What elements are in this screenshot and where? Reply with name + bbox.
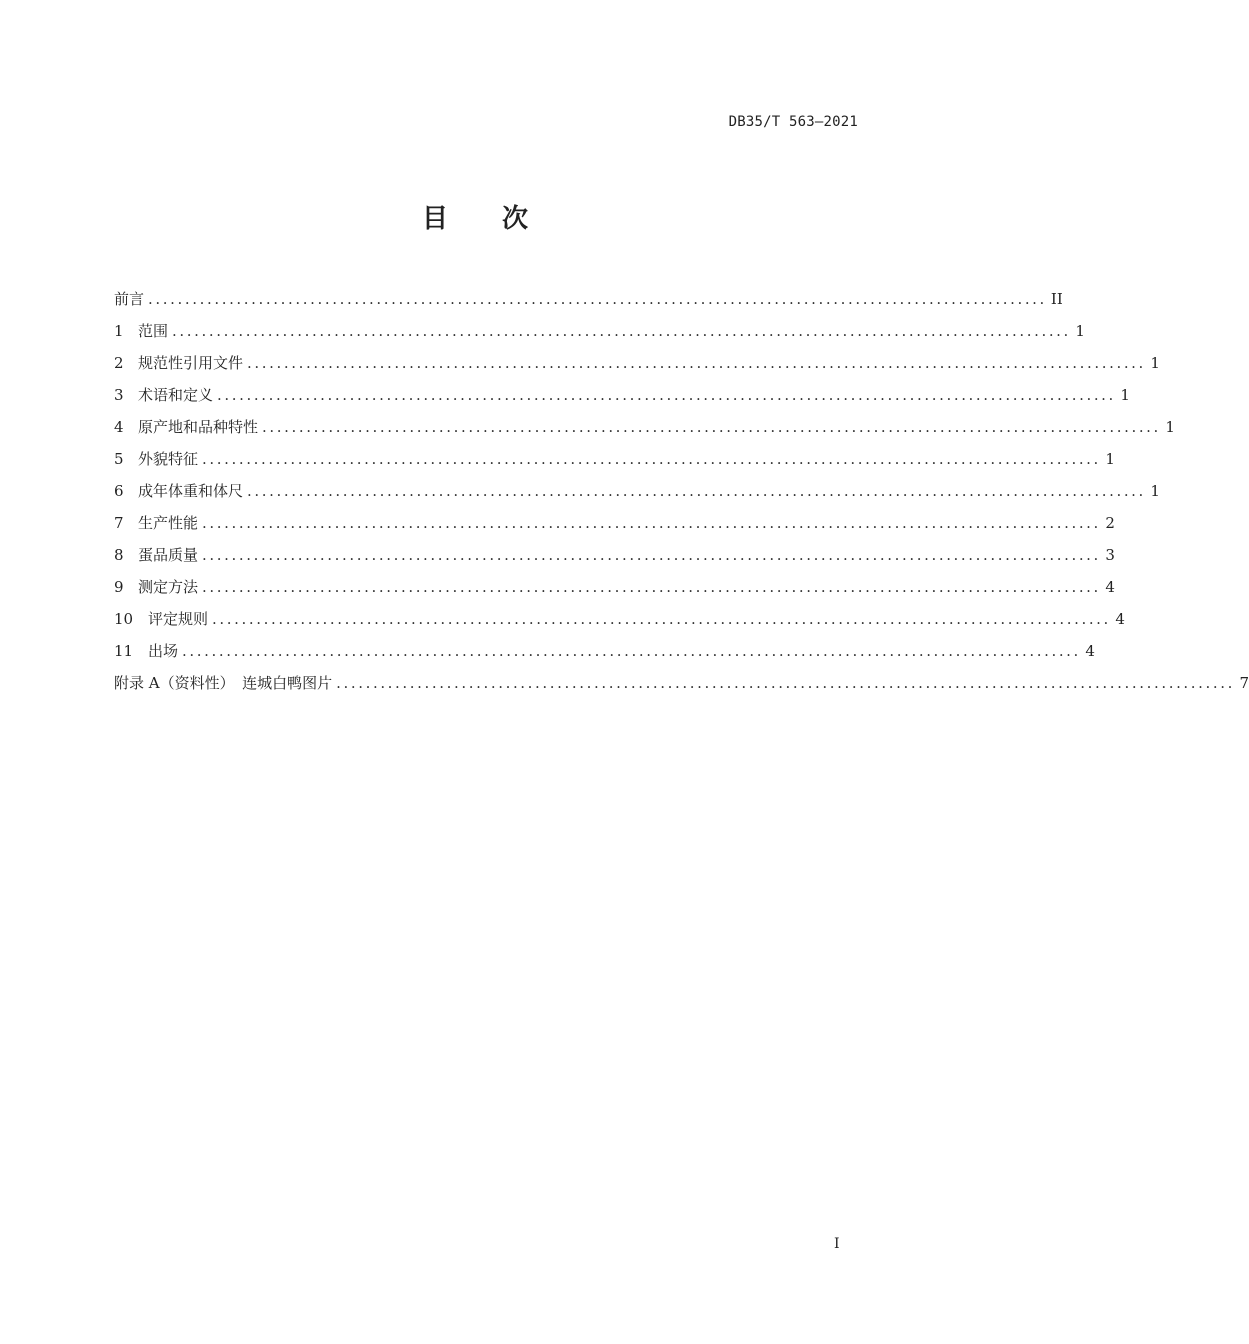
toc-entry-egg-quality[interactable] (114, 542, 1115, 574)
toc-entry-test-methods[interactable] (114, 574, 1115, 606)
toc-leader-dots: .......................................................................................................................... (202, 514, 1101, 532)
page-title (0, 198, 950, 235)
toc-entry-label: 范围 (138, 322, 169, 340)
toc-entry-page: 1 (1150, 354, 1160, 372)
toc-leader-dots: .......................................................................................................................... (202, 546, 1101, 564)
toc-entry-number: 10 (114, 610, 134, 628)
toc-entry-page: 3 (1105, 546, 1115, 564)
toc-entry-label: 原产地和品种特性 (138, 418, 259, 436)
toc-entry-origin-breed[interactable] (114, 414, 1175, 446)
toc-leader-dots: .......................................................................................................................... (247, 482, 1146, 500)
toc-entry-evaluation-rules[interactable] (114, 606, 1125, 638)
toc-entry-number: 7 (114, 514, 124, 532)
toc-entry-number: 5 (114, 450, 124, 468)
toc-entry-appendix-a[interactable] (114, 670, 1249, 702)
toc-entry-page: 1 (1120, 386, 1130, 404)
toc-entry-page: 4 (1115, 610, 1125, 628)
toc-entry-number: 3 (114, 386, 124, 404)
toc-entry-page: 1 (1105, 450, 1115, 468)
toc-leader-dots: .......................................................................................................................... (212, 610, 1111, 628)
toc-entry-page: 4 (1085, 642, 1095, 660)
toc-entry-number: 1 (114, 322, 124, 340)
toc-entry-number: 6 (114, 482, 124, 500)
toc-leader-dots: .......................................................................................................................... (217, 386, 1116, 404)
toc-entry-page: 1 (1165, 418, 1175, 436)
toc-entry-number: 4 (114, 418, 124, 436)
toc-entry-foreword[interactable] (114, 286, 1063, 318)
toc-leader-dots: .......................................................................................................................... (172, 322, 1071, 340)
page-title-char-1: 目 (421, 204, 448, 234)
toc-entry-number: 9 (114, 578, 124, 596)
toc-entry-number: 8 (114, 546, 124, 564)
toc-entry-label: 规范性引用文件 (138, 354, 244, 372)
document-code: DB35/T 563—2021 (728, 114, 858, 130)
toc-entry-page: 7 (1239, 674, 1249, 692)
toc-entry-page: 4 (1105, 578, 1115, 596)
toc-leader-dots: .......................................................................................................................... (336, 674, 1236, 692)
page-title-char-2: 次 (502, 204, 529, 234)
toc-leader-dots: .......................................................................................................................... (247, 354, 1146, 372)
toc-entry-page: 2 (1105, 514, 1115, 532)
toc-entry-page: 1 (1150, 482, 1160, 500)
toc-leader-dots: .......................................................................................................................... (202, 450, 1101, 468)
toc-entry-scope[interactable] (114, 318, 1085, 350)
toc-entry-page: II (1050, 290, 1063, 308)
toc-entry-label: 蛋品质量 (138, 546, 199, 564)
toc-entry-normative-references[interactable] (114, 350, 1160, 382)
toc-entry-release[interactable] (114, 638, 1095, 670)
toc-entry-terms-definitions[interactable] (114, 382, 1130, 414)
toc-entry-label: 生产性能 (138, 514, 199, 532)
toc-entry-number: 11 (114, 642, 134, 660)
table-of-contents (114, 286, 1249, 702)
toc-entry-label: 术语和定义 (138, 386, 214, 404)
toc-entry-label: 测定方法 (138, 578, 199, 596)
toc-entry-label: 成年体重和体尺 (138, 482, 244, 500)
toc-entry-page: 1 (1075, 322, 1085, 340)
toc-entry-label: 出场 (148, 642, 179, 660)
toc-entry-production-performance[interactable] (114, 510, 1115, 542)
toc-leader-dots: .......................................................................................................................... (202, 578, 1101, 596)
toc-entry-adult-weight[interactable] (114, 478, 1160, 510)
toc-entry-label: 外貌特征 (138, 450, 199, 468)
toc-leader-dots: .......................................................................................................................... (148, 290, 1047, 308)
toc-entry-label: 前言 (114, 290, 145, 308)
toc-entry-label: 附录 A（资料性） 连城白鸭图片 (114, 674, 333, 692)
toc-leader-dots: .......................................................................................................................... (182, 642, 1081, 660)
page-number: I (834, 1236, 840, 1252)
toc-leader-dots: .......................................................................................................................... (262, 418, 1161, 436)
toc-entry-label: 评定规则 (148, 610, 209, 628)
toc-entry-number: 2 (114, 354, 124, 372)
toc-entry-appearance[interactable] (114, 446, 1115, 478)
